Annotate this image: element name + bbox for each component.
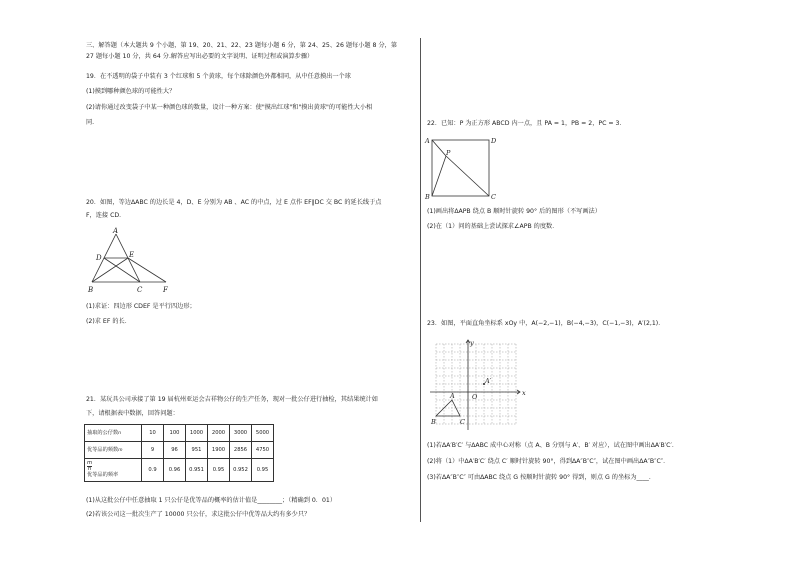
- q20-label-e: E: [129, 251, 135, 259]
- table-cell: 0.95: [208, 459, 230, 482]
- table-cell: 10: [142, 425, 164, 442]
- q23-coordinate-grid: [428, 336, 528, 432]
- q21-part1: (1)从这批公仔中任意抽取 1 只公仔是优等品的概率的估计值是________；（精确到 0．01）: [86, 497, 337, 504]
- grid-lines: [436, 344, 516, 424]
- q22-part1: (1)画出将∆APB 绕点 B 顺时针旋转 90° 后的图形（不写画法）: [427, 208, 601, 215]
- table-cell: 100: [164, 425, 186, 442]
- q22-label-b: B: [425, 193, 430, 200]
- q21-stem-line2: 下，请根据表中数据，回答问题：: [86, 410, 179, 417]
- q23-part1: (1)若∆A′B′C′ 与∆ABC 成中心对称（点 A、B 分别与 A′、B′ 对应），试在图中画出∆A′B′C′．: [427, 442, 679, 449]
- table-cell: 0.951: [186, 459, 208, 482]
- q23-part3: (3)若∆A″B″C″ 可由∆ABC 绕点 G 按顺时针旋转 90° 得到，则点 G 的坐标为____．: [427, 474, 656, 481]
- q22-label-p: P: [446, 149, 451, 157]
- q21-frequency-table: [84, 424, 274, 482]
- table-cell: 0.952: [230, 459, 252, 482]
- q23-label-b: B: [431, 418, 436, 426]
- fraction-m-over-n: $\frac{m}{n}$: [87, 460, 93, 473]
- table-header-cell: 优等品的频数m: [85, 442, 142, 459]
- q22-segment-pc: [446, 156, 489, 196]
- q22-square-figure: [424, 134, 504, 200]
- table-header-cell: $\frac{m}{n}$ 优等品的频率: [85, 459, 142, 482]
- q23-label-c: C: [460, 418, 465, 426]
- q21-part2: (2)若该公司这一批次生产了 10000 只公仔，求这批公仔中优等品大约有多少只？: [86, 511, 311, 518]
- q19-part1: (1)摸到哪种颜色球的可能性大？: [86, 88, 176, 95]
- table-row: [85, 425, 274, 442]
- table-cell: 951: [186, 442, 208, 459]
- table-cell: 2000: [208, 425, 230, 442]
- table-cell: 1900: [208, 442, 230, 459]
- table-cell: 1000: [186, 425, 208, 442]
- q20-label-c: C: [137, 286, 143, 294]
- table-cell: 2856: [230, 442, 252, 459]
- section-header-line1: 三、解答题（本大题共 9 个小题，第 19、20、21、22、23 题每小题 6 分，第 24、25、26 题每小题 8 分，第: [86, 42, 398, 49]
- table-cell: 9: [142, 442, 164, 459]
- q20-label-a: A: [113, 227, 119, 235]
- section-header-line2: 27 题每小题 10 分，共 64 分.解答应写出必要的文字说明、证明过程或演算步骤）: [86, 53, 314, 60]
- table-row: [85, 442, 274, 459]
- q20-label-d: D: [96, 254, 102, 262]
- table-cell: 96: [164, 442, 186, 459]
- q19-stem: 19．在不透明的袋子中装有 3 个红球和 5 个黄球，每个球除颜色外都相同，从中任意摸出一个球: [86, 73, 351, 80]
- q23-label-a-prime: A′: [485, 377, 492, 385]
- column-divider: [420, 38, 421, 522]
- q22-label-d: D: [491, 137, 497, 145]
- q22-segment-pa: [432, 140, 446, 156]
- q20-label-b: B: [88, 286, 94, 294]
- q23-label-o: O: [472, 393, 478, 401]
- table-cell: 4750: [252, 442, 274, 459]
- q23-label-x: x: [522, 389, 526, 397]
- q22-label-a: A: [425, 137, 430, 145]
- q23-label-y: y: [470, 339, 474, 347]
- q23-part2: (2)将（1）中∆A′B′C′ 绕点 C′ 顺时针旋转 90°，得到∆A″B″C″，试在图中画出∆A″B″C″．: [427, 458, 670, 465]
- q20-stem-line1: 20．如图，等边∆ABC 的边长是 4，D、E 分别为 AB 、AC 的中点，过 E 点作 EF∥DC 交 BC 的延长线于点: [86, 199, 382, 206]
- table-row: [85, 459, 274, 482]
- q20-part2: (2)求 EF 的长．: [86, 318, 131, 325]
- q22-label-c: C: [491, 193, 496, 200]
- q20-part1: (1)求证：四边形 CDEF 是平行四边形；: [86, 303, 196, 310]
- table-cell: 0.9: [142, 459, 164, 482]
- table-cell: 3000: [230, 425, 252, 442]
- q23-stem: 23．如图，平面直角坐标系 xOy 中，A(−2,−1)，B(−4,−3)，C(−1,−3)，A′(2,1)．: [427, 320, 665, 327]
- table-cell: 0.96: [164, 459, 186, 482]
- table-cell: 0.95: [252, 459, 274, 482]
- q22-stem: 22．已知：P 为正方形 ABCD 内一点，且 PA = 1，PB = 2，PC = 3．: [427, 120, 626, 127]
- q20-triangle-figure: [86, 226, 182, 296]
- q22-part2: (2)在（1）问的基础上尝试探求∠APB 的度数．: [427, 223, 559, 230]
- q20-stem-line2: F，连接 CD．: [86, 212, 126, 219]
- q21-stem-line1: 21．某玩具公司承接了第 19 届杭州亚运会吉祥物公仔的生产任务，现对一批公仔进行抽检，其结果统计如: [86, 396, 378, 403]
- q22-segment-pb: [432, 156, 446, 196]
- q20-label-f: F: [163, 286, 168, 294]
- q19-part2-line2: 同.: [86, 119, 95, 126]
- table-header-cell: 抽取的公仔数n: [85, 425, 142, 442]
- q19-part2-line1: (2)请你通过改变袋子中某一种颜色球的数量，设计一种方案：使"摸出红球"和"摸出黄球"的可能性大小相: [86, 104, 373, 111]
- q23-label-a: A: [450, 392, 455, 400]
- table-cell: 5000: [252, 425, 274, 442]
